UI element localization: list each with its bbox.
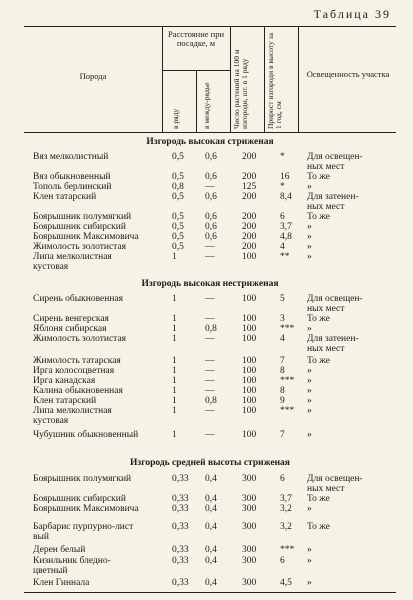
lighting-value: » xyxy=(307,242,312,252)
species-name: Боярышник сибирский xyxy=(33,222,126,232)
col-divider-5 xyxy=(298,26,299,132)
header-species: Порода xyxy=(79,71,107,81)
species-name: Кизильник бледно- xyxy=(33,556,111,566)
table-label: Таблица 39 xyxy=(313,7,391,21)
growth-value: 3 xyxy=(280,314,285,324)
species-name: Вяз мелколистный xyxy=(33,152,109,162)
lighting-value: То же xyxy=(307,212,330,222)
table-bottom-rule xyxy=(24,592,396,593)
between-rows-value: 0,6 xyxy=(205,152,217,162)
in-row-value: 1 xyxy=(172,396,177,406)
species-name: Липа мелколистная xyxy=(33,252,112,262)
plants-count-value: 100 xyxy=(242,294,257,304)
growth-value: * xyxy=(280,182,285,192)
plants-count-value: 300 xyxy=(242,545,257,555)
growth-value: 5 xyxy=(280,294,285,304)
header-growth: Прирост изгороди в высоту за 1 год, см xyxy=(266,32,283,129)
species-name: Яблоня сибирская xyxy=(33,324,107,334)
growth-value: *** xyxy=(280,324,295,334)
between-rows-value: 0,4 xyxy=(205,545,217,555)
species-name: Клен татарский xyxy=(33,396,97,406)
lighting-value: » xyxy=(307,182,312,192)
lighting-value: То же xyxy=(307,522,330,532)
section-title: Изгородь средней высоты стриженая xyxy=(130,458,290,468)
species-name: Вяз обыкновенный xyxy=(33,172,111,182)
between-rows-value: 0,6 xyxy=(205,222,217,232)
in-row-value: 0,5 xyxy=(172,222,184,232)
between-rows-value: 0,6 xyxy=(205,212,217,222)
between-rows-value: — xyxy=(205,376,215,386)
plants-count-value: 200 xyxy=(242,172,257,182)
species-name: Дерен белый xyxy=(33,545,86,555)
section-title: Изгородь высокая стриженая xyxy=(146,137,274,147)
lighting-value: » xyxy=(307,324,312,334)
species-name: Ирга канадская xyxy=(33,376,96,386)
in-row-value: 0,33 xyxy=(172,494,189,504)
in-row-value: 1 xyxy=(172,314,177,324)
lighting-value: » xyxy=(307,222,312,232)
lighting-value: » xyxy=(307,556,312,566)
lighting-value: Для освещен- xyxy=(307,474,363,484)
in-row-value: 0,5 xyxy=(172,172,184,182)
lighting-value-cont: ных мест xyxy=(307,162,345,172)
species-name: Боярышник полумягкий xyxy=(33,474,132,484)
growth-value: 4,8 xyxy=(280,232,292,242)
in-row-value: 1 xyxy=(172,334,177,344)
growth-value: * xyxy=(280,152,285,162)
between-rows-value: — xyxy=(205,334,215,344)
lighting-value: Для освещен- xyxy=(307,152,363,162)
lighting-value: Для освещен- xyxy=(307,294,363,304)
between-rows-value: 0,4 xyxy=(205,504,217,514)
between-rows-value: — xyxy=(205,182,215,192)
plants-count-value: 200 xyxy=(242,222,257,232)
header-lighting: Освещенность участка xyxy=(306,69,390,79)
plants-count-value: 100 xyxy=(242,396,257,406)
lighting-value: Для затенен- xyxy=(307,192,359,202)
lighting-value-cont: ных мест xyxy=(307,202,345,212)
between-rows-value: — xyxy=(205,356,215,366)
in-row-value: 1 xyxy=(172,386,177,396)
plants-count-value: 300 xyxy=(242,578,257,588)
lighting-value: То же xyxy=(307,314,330,324)
growth-value: 4 xyxy=(280,242,285,252)
in-row-value: 0,33 xyxy=(172,474,189,484)
species-name: Клен Гиннала xyxy=(33,578,90,588)
between-rows-value: 0,8 xyxy=(205,396,217,406)
plants-count-value: 100 xyxy=(242,314,257,324)
growth-value: 6 xyxy=(280,474,285,484)
growth-value: 7 xyxy=(280,356,285,366)
section-title: Изгородь высокая нестриженая xyxy=(141,279,279,289)
species-name: Сирень обыкновенная xyxy=(33,294,123,304)
plants-count-value: 200 xyxy=(242,232,257,242)
between-rows-value: — xyxy=(205,430,215,440)
header-plants-count: Число растений на 100 м изгороди, шт. в 1 ряду xyxy=(232,49,249,129)
species-name-cont: вый xyxy=(33,532,49,542)
lighting-value: » xyxy=(307,252,312,262)
growth-value: 4 xyxy=(280,334,285,344)
between-rows-value: — xyxy=(205,294,215,304)
in-row-value: 1 xyxy=(172,376,177,386)
header-distance: Расстояние при посадке, м xyxy=(168,29,224,48)
lighting-value: » xyxy=(307,430,312,440)
plants-count-value: 100 xyxy=(242,334,257,344)
in-row-value: 1 xyxy=(172,252,177,262)
species-name: Боярышник сибирский xyxy=(33,494,126,504)
species-name: Боярышник полумягкий xyxy=(33,212,132,222)
col-divider-2 xyxy=(196,70,197,132)
species-name: Ирга колосоцветная xyxy=(33,366,115,376)
between-rows-value: 0,6 xyxy=(205,172,217,182)
between-rows-value: 0,6 xyxy=(205,192,217,202)
between-rows-value: — xyxy=(205,252,215,262)
lighting-value: » xyxy=(307,406,312,416)
in-row-value: 1 xyxy=(172,366,177,376)
growth-value: *** xyxy=(280,545,295,555)
col-divider-3 xyxy=(230,26,231,132)
in-row-value: 0,33 xyxy=(172,556,189,566)
col-divider-4 xyxy=(264,26,265,132)
species-name: Тополь берлинский xyxy=(33,182,112,192)
growth-value: 8 xyxy=(280,366,285,376)
lighting-value-cont: ных мест xyxy=(307,304,345,314)
in-row-value: 0,5 xyxy=(172,242,184,252)
growth-value: 3,7 xyxy=(280,222,292,232)
species-name: Боярышник Максимовича xyxy=(33,504,139,514)
header-in-row: в ряду xyxy=(171,108,180,129)
header-bottom-rule xyxy=(24,132,396,133)
species-name: Чубушник обыкновенный xyxy=(33,430,139,440)
plants-count-value: 300 xyxy=(242,474,257,484)
lighting-value-cont: ных мест xyxy=(307,344,345,354)
lighting-value: Для затенен- xyxy=(307,334,359,344)
species-name-cont: кустовая xyxy=(33,416,69,426)
growth-value: 3,2 xyxy=(280,504,292,514)
in-row-value: 0,5 xyxy=(172,212,184,222)
plants-count-value: 100 xyxy=(242,366,257,376)
plants-count-value: 100 xyxy=(242,406,257,416)
plants-count-value: 100 xyxy=(242,430,257,440)
species-name: Калина обыкновенная xyxy=(33,386,123,396)
lighting-value-cont: ных мест xyxy=(307,484,345,494)
in-row-value: 1 xyxy=(172,324,177,334)
growth-value: 6 xyxy=(280,212,285,222)
lighting-value: » xyxy=(307,504,312,514)
growth-value: 4,5 xyxy=(280,578,292,588)
in-row-value: 1 xyxy=(172,406,177,416)
between-rows-value: — xyxy=(205,242,215,252)
plants-count-value: 200 xyxy=(242,212,257,222)
in-row-value: 0,33 xyxy=(172,522,189,532)
between-rows-value: — xyxy=(205,406,215,416)
lighting-value: То же xyxy=(307,172,330,182)
in-row-value: 1 xyxy=(172,294,177,304)
species-name: Барбарис пурпурно-лист xyxy=(33,522,134,532)
species-name: Жимолость золотистая xyxy=(33,242,127,252)
growth-value: 9 xyxy=(280,396,285,406)
growth-value: ** xyxy=(280,252,290,262)
between-rows-value: — xyxy=(205,366,215,376)
between-rows-value: 0,4 xyxy=(205,556,217,566)
lighting-value: То же xyxy=(307,494,330,504)
species-name: Липа мелколистная xyxy=(33,406,112,416)
plants-count-value: 300 xyxy=(242,504,257,514)
species-name: Жимолость татарская xyxy=(33,356,121,366)
plants-count-value: 200 xyxy=(242,152,257,162)
species-name-cont: кустовая xyxy=(33,262,69,272)
in-row-value: 0,5 xyxy=(172,152,184,162)
lighting-value: » xyxy=(307,232,312,242)
plants-count-value: 300 xyxy=(242,556,257,566)
plants-count-value: 100 xyxy=(242,356,257,366)
in-row-value: 0,5 xyxy=(172,192,184,202)
growth-value: *** xyxy=(280,376,295,386)
in-row-value: 0,5 xyxy=(172,232,184,242)
between-rows-value: 0,4 xyxy=(205,494,217,504)
plants-count-value: 300 xyxy=(242,494,257,504)
growth-value: 7 xyxy=(280,430,285,440)
lighting-value: » xyxy=(307,376,312,386)
between-rows-value: 0,4 xyxy=(205,474,217,484)
between-rows-value: 0,4 xyxy=(205,578,217,588)
plants-count-value: 100 xyxy=(242,386,257,396)
growth-value: 6 xyxy=(280,556,285,566)
in-row-value: 0,33 xyxy=(172,504,189,514)
in-row-value: 0,33 xyxy=(172,578,189,588)
in-row-value: 1 xyxy=(172,356,177,366)
plants-count-value: 200 xyxy=(242,192,257,202)
between-rows-value: 0,4 xyxy=(205,522,217,532)
plants-count-value: 100 xyxy=(242,376,257,386)
lighting-value: » xyxy=(307,386,312,396)
plants-count-value: 200 xyxy=(242,242,257,252)
in-row-value: 1 xyxy=(172,430,177,440)
lighting-value: То же xyxy=(307,356,330,366)
lighting-value: » xyxy=(307,366,312,376)
in-row-value: 0,33 xyxy=(172,545,189,555)
species-name-cont: цветный xyxy=(33,566,68,576)
growth-value: 8,4 xyxy=(280,192,292,202)
header-between-rows: в между-рядье xyxy=(202,82,211,129)
growth-value: 3,2 xyxy=(280,522,292,532)
plants-count-value: 100 xyxy=(242,324,257,334)
lighting-value: » xyxy=(307,545,312,555)
growth-value: 16 xyxy=(280,172,290,182)
between-rows-value: 0,6 xyxy=(205,232,217,242)
growth-value: 3,7 xyxy=(280,494,292,504)
species-name: Жимолость золотистая xyxy=(33,334,127,344)
between-rows-value: — xyxy=(205,314,215,324)
lighting-value: » xyxy=(307,578,312,588)
col-divider-1 xyxy=(162,26,163,132)
plants-count-value: 100 xyxy=(242,252,257,262)
plants-count-value: 125 xyxy=(242,182,257,192)
in-row-value: 0,8 xyxy=(172,182,184,192)
plants-count-value: 300 xyxy=(242,522,257,532)
between-rows-value: — xyxy=(205,386,215,396)
growth-value: 8 xyxy=(280,386,285,396)
header-top-rule xyxy=(24,26,396,27)
species-name: Боярышник Максимовича xyxy=(33,232,139,242)
lighting-value: » xyxy=(307,396,312,406)
species-name: Клен татарский xyxy=(33,192,97,202)
between-rows-value: 0,8 xyxy=(205,324,217,334)
species-name: Сирень венгерская xyxy=(33,314,109,324)
growth-value: *** xyxy=(280,406,295,416)
